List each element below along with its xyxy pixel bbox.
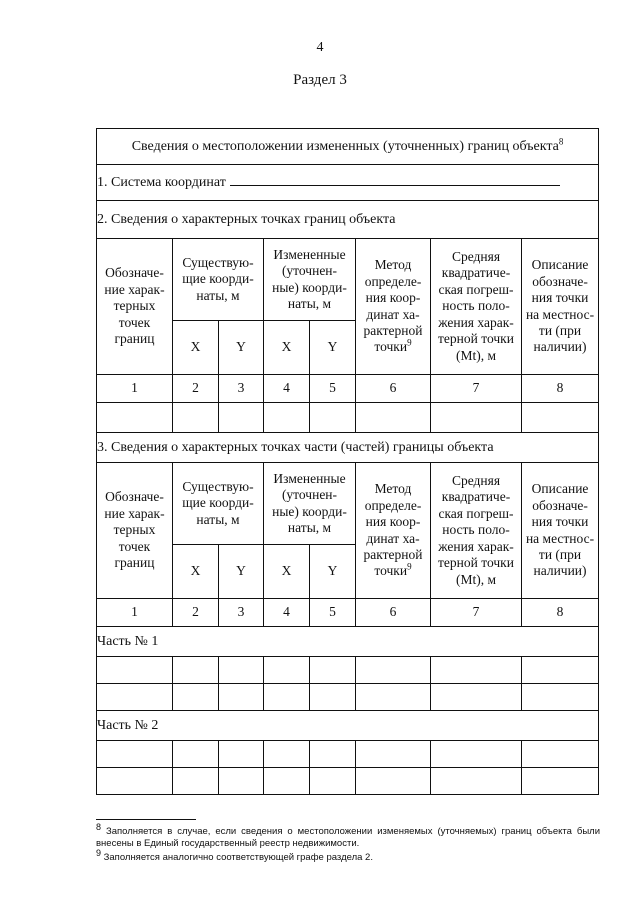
coordinate-system-row bbox=[97, 165, 599, 201]
subsection-2-title: 2. Сведения о характерных точках границ объекта bbox=[97, 201, 599, 239]
input-cell[interactable] bbox=[97, 657, 173, 684]
subsection-3-title: 3. Сведения о характерных точках части (частей) границы объекта bbox=[97, 433, 599, 463]
input-cell[interactable] bbox=[219, 768, 264, 795]
input-cell[interactable] bbox=[310, 657, 356, 684]
part-2-label: Часть № 2 bbox=[97, 711, 599, 741]
input-cell[interactable] bbox=[431, 741, 522, 768]
column-number: 6 bbox=[356, 599, 431, 627]
header-x-changed: X bbox=[264, 545, 310, 599]
input-cell[interactable] bbox=[97, 768, 173, 795]
column-number: 4 bbox=[264, 599, 310, 627]
input-cell[interactable] bbox=[264, 657, 310, 684]
header-method: Метод определе- ния коор- динат ха- рактерной точки$^9$ bbox=[356, 463, 431, 599]
input-cell[interactable] bbox=[264, 741, 310, 768]
table-title-text: Сведения о местоположении измененных (уточненных) границ объекта bbox=[131, 138, 559, 154]
header-error: Средняя квадратиче- ская погреш- ность поло- жения харак- терной точки (Mt), м bbox=[431, 239, 522, 375]
header-existing-coords: Существую- щие коорди- наты, м bbox=[173, 463, 264, 545]
header-x-changed: X bbox=[264, 321, 310, 375]
input-cell[interactable] bbox=[356, 741, 431, 768]
footnote-mark: 9 bbox=[96, 847, 102, 858]
input-cell[interactable] bbox=[264, 768, 310, 795]
input-cell[interactable] bbox=[173, 741, 219, 768]
header-y-existing: Y bbox=[219, 545, 264, 599]
column-number: 8 bbox=[522, 375, 599, 403]
header-point-designation: Обозначе- ние харак- терных точек границ bbox=[97, 463, 173, 599]
input-cell[interactable] bbox=[310, 403, 356, 433]
section-title: Раздел 3 bbox=[293, 72, 347, 88]
input-cell[interactable] bbox=[356, 403, 431, 433]
footnote-ref: 8 bbox=[558, 136, 564, 147]
input-cell[interactable] bbox=[173, 768, 219, 795]
table-row bbox=[97, 768, 599, 795]
header-method: Метод определе- ния коор- динат ха- рактерной точки$^9$ bbox=[356, 239, 431, 375]
input-cell[interactable] bbox=[173, 684, 219, 711]
input-cell[interactable] bbox=[219, 403, 264, 433]
column-number: 2 bbox=[173, 375, 219, 403]
input-cell[interactable] bbox=[522, 657, 599, 684]
input-cell[interactable] bbox=[97, 403, 173, 433]
column-number: 4 bbox=[264, 375, 310, 403]
input-cell[interactable] bbox=[97, 741, 173, 768]
table-row bbox=[97, 684, 599, 711]
column-number: 3 bbox=[219, 599, 264, 627]
column-number: 5 bbox=[310, 375, 356, 403]
input-cell[interactable] bbox=[522, 403, 599, 433]
column-number: 1 bbox=[97, 375, 173, 403]
table-row bbox=[97, 741, 599, 768]
coordinate-system-blank bbox=[230, 173, 560, 186]
header-y-changed: Y bbox=[310, 321, 356, 375]
header-y-changed: Y bbox=[310, 545, 356, 599]
footnote-mark: 8 bbox=[96, 821, 102, 832]
part-1-label: Часть № 1 bbox=[97, 627, 599, 657]
header-existing-coords: Существую- щие коорди- наты, м bbox=[173, 239, 264, 321]
column-number: 8 bbox=[522, 599, 599, 627]
input-cell[interactable] bbox=[431, 657, 522, 684]
footnote-text: Заполняется в случае, если сведения о местоположении изменяемых (уточняемых) границ объекта были внесены в Единый государственный реестр недвижимости. bbox=[96, 826, 600, 850]
input-cell[interactable] bbox=[219, 657, 264, 684]
input-cell[interactable] bbox=[264, 684, 310, 711]
header-changed-coords: Измененные (уточнен- ные) коорди- наты, м bbox=[264, 239, 356, 321]
column-number: 7 bbox=[431, 375, 522, 403]
footnote-9 bbox=[96, 847, 600, 864]
input-cell[interactable] bbox=[264, 403, 310, 433]
column-number: 5 bbox=[310, 599, 356, 627]
header-x-existing: X bbox=[173, 321, 219, 375]
table-row bbox=[97, 657, 599, 684]
column-number: 3 bbox=[219, 375, 264, 403]
input-cell[interactable] bbox=[522, 741, 599, 768]
coordinate-system-label: 1. Система координат bbox=[97, 175, 226, 191]
input-cell[interactable] bbox=[431, 768, 522, 795]
footnote-8 bbox=[96, 821, 600, 851]
header-point-designation: Обозначе- ние харак- терных точек границ bbox=[97, 239, 173, 375]
input-cell[interactable] bbox=[431, 403, 522, 433]
input-cell[interactable] bbox=[173, 403, 219, 433]
footnote-divider bbox=[96, 819, 196, 820]
header-description: Описание обозначе- ния точки на местнос- ти (при наличии) bbox=[522, 463, 599, 599]
input-cell[interactable] bbox=[356, 684, 431, 711]
input-cell[interactable] bbox=[310, 768, 356, 795]
page-number: 4 bbox=[316, 40, 324, 55]
input-cell[interactable] bbox=[310, 741, 356, 768]
header-description: Описание обозначе- ния точки на местнос- ти (при наличии) bbox=[522, 239, 599, 375]
footnote-text: Заполняется аналогично соответствующей графе раздела 2. bbox=[103, 852, 373, 863]
input-cell[interactable] bbox=[356, 768, 431, 795]
input-cell[interactable] bbox=[219, 741, 264, 768]
input-cell[interactable] bbox=[219, 684, 264, 711]
input-cell[interactable] bbox=[522, 684, 599, 711]
input-cell[interactable] bbox=[97, 684, 173, 711]
input-cell[interactable] bbox=[431, 684, 522, 711]
boundary-form-table bbox=[96, 128, 599, 795]
column-number: 6 bbox=[356, 375, 431, 403]
table-row bbox=[97, 403, 599, 433]
input-cell[interactable] bbox=[356, 657, 431, 684]
column-number: 2 bbox=[173, 599, 219, 627]
input-cell[interactable] bbox=[522, 768, 599, 795]
header-changed-coords: Измененные (уточнен- ные) коорди- наты, м bbox=[264, 463, 356, 545]
input-cell[interactable] bbox=[310, 684, 356, 711]
table-title bbox=[97, 129, 599, 165]
column-number: 7 bbox=[431, 599, 522, 627]
column-number: 1 bbox=[97, 599, 173, 627]
header-x-existing: X bbox=[173, 545, 219, 599]
header-y-existing: Y bbox=[219, 321, 264, 375]
input-cell[interactable] bbox=[173, 657, 219, 684]
header-error: Средняя квадратиче- ская погреш- ность поло- жения харак- терной точки (Mt), м bbox=[431, 463, 522, 599]
